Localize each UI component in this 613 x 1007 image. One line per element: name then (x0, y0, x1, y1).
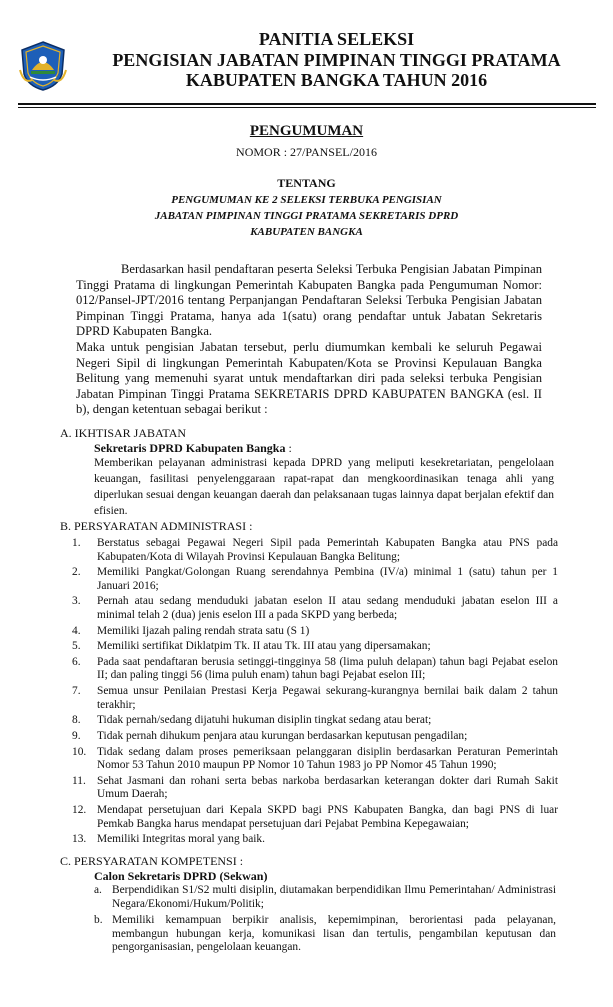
item-text: Tidak pernah/sedang dijatuhi hukuman disiplin tingkat sedang atau berat; (97, 714, 432, 727)
item-number: 4. (72, 624, 81, 637)
list-item (72, 625, 558, 639)
list-item (72, 595, 558, 622)
item-text: Tidak pernah dihukum penjara atau kurungan berdasarkan keputusan pengadilan; (97, 730, 468, 742)
item-number: 3. (72, 595, 81, 608)
section-c-heading: C. PERSYARATAN KOMPETENSI : (60, 854, 244, 868)
item-text: Sehat Jasmani dan rohani serta bebas narkoba berdasarkan keterangan dokter dari Rumah Sakit Umum Daerah; (97, 774, 558, 801)
item-text: Pada saat pendaftaran berusia setinggi-tingginya 58 (lima puluh delapan) tahun bagi Pejabat eselon II; dan paling tinggi 56 (lima puluh enam) tahun bagi Pejabat eselon III; (97, 655, 558, 682)
item-letter: b. (94, 914, 103, 926)
item-text: Memiliki Pangkat/Golongan Ruang serendahnya Pembina (IV/a) minimal 1 (satu) tahun per 1 Januari 2016; (97, 566, 558, 592)
list-item (72, 566, 558, 593)
item-number: 5. (72, 640, 81, 653)
list-item (94, 884, 556, 911)
list-item (72, 775, 558, 802)
announcement-subject-line: JABATAN PIMPINAN TINGGI PRATAMA SEKRETARIS DPRD (154, 210, 459, 222)
item-text: Pernah atau sedang menduduki jabatan eselon II atau sedang menduduki jabatan eselon III a minimal telah 2 (dua) jenis eselon III a pada SKPD yang berbeda; (97, 595, 558, 621)
committee-region-year: KABUPATEN BANGKA TAHUN 2016 (185, 70, 488, 90)
item-number: 12. (72, 804, 87, 817)
section-b-heading: B. PERSYARATAN ADMINISTRASI : (60, 519, 253, 533)
item-text: Memiliki Ijazah paling rendah strata satu (S 1) (97, 624, 310, 637)
item-number: 1. (72, 537, 81, 549)
list-item (72, 537, 558, 564)
item-text: Memiliki sertifikat Diklatpim Tk. II atau Tk. III atau yang dipersamakan; (97, 640, 431, 653)
item-number: 8. (72, 714, 81, 727)
list-item (72, 656, 558, 683)
list-item (72, 714, 558, 728)
item-text: Mendapat persetujuan dari Kepala SKPD bagi PNS Kabupaten Bangka, dan bagi PNS di luar Pemkab Bangka harus mendapat persetujuan dari Pejabat Pembina Kepegawaian; (97, 804, 558, 830)
section-a-heading: A. IKHTISAR JABATAN (60, 426, 187, 440)
item-number: 7. (72, 685, 81, 698)
item-number: 2. (72, 566, 81, 579)
announcement-subject-line: KABUPATEN BANGKA (250, 226, 363, 238)
list-item (72, 746, 558, 773)
item-text: Semua unsur Penilaian Prestasi Kerja Pegawai sekurang-kurangnya bernilai baik dalam 2 tahun terakhir; (97, 685, 558, 711)
header-divider-thin (18, 107, 596, 108)
committee-title: PANITIA SELEKSI (258, 29, 415, 49)
committee-subtitle: PENGISIAN JABATAN PIMPINAN TINGGI PRATAMA (112, 50, 561, 70)
section-a-position-title: Sekretaris DPRD Kabupaten Bangka : (94, 441, 292, 455)
announcement-number: NOMOR : 27/PANSEL/2016 (236, 145, 377, 159)
item-number: 10. (72, 745, 87, 758)
list-item (72, 804, 558, 831)
item-text: Memiliki kemampuan berpikir analisis, kepemimpinan, berorientasi pada pelayanan, membangun hubungan kerja, komunikasi lisan dan tertulis, pengambilan keputusan dan pengorganisasian, pengelolaan keuangan. (112, 914, 556, 953)
list-item (72, 640, 558, 654)
announcement-tentang: TENTANG (277, 176, 336, 190)
item-number: 6. (72, 655, 81, 668)
item-letter: a. (94, 884, 102, 896)
item-number: 13. (72, 833, 87, 846)
list-item (72, 833, 558, 847)
administrative-requirements-list (72, 537, 558, 849)
item-number: 11. (72, 774, 86, 787)
announcement-title: PENGUMUMAN (249, 123, 364, 139)
item-text: Tidak sedang dalam proses pemeriksaan pelanggaran disiplin berdasarkan Peraturan Pemerintah Nomor 53 Tahun 2010 maupun PP Nomor 10 Tahun 1983 jo PP Nomor 45 Tahun 1990; (97, 745, 558, 772)
section-c-position-title: Calon Sekretaris DPRD (Sekwan) (94, 869, 268, 883)
item-text: Berstatus sebagai Pegawai Negeri Sipil pada Pemerintah Kabupaten Bangka atau PNS pada Kabupaten/Kota di Wilayah Provinsi Kepulauan Bangka Belitung; (97, 537, 558, 563)
competency-requirements-list (94, 884, 556, 958)
intro-paragraph: Berdasarkan hasil pendaftaran peserta Seleksi Terbuka Pengisian Jabatan Pimpinan Tinggi Pratama di lingkungan Pemerintah Kabupaten Bangka pada Pengumuman Nomor: 012/Pansel-JPT/2016 tentang Perpanjangan Pendaftaran Seleksi Terbuka Pengisian Jabatan Pimpinan Tinggi Pratama, hanya ada 1(satu) orang pendaftar untuk Jabatan Sekretaris DPRD Kabupaten Bangka. (76, 262, 542, 339)
list-item (72, 730, 558, 744)
section-a-description: Memberikan pelayanan administrasi kepada DPRD yang meliputi kesekretariatan, pengelolaan keuangan, fasilitasi penyelenggaraan rapat-rapat dan mengkoordinasikan tenaga ahli yang diperlukan sesuai dengan keuangan daerah dan pelaksanaan tugas lainnya dapat berjalan efektif dan efisien. (94, 457, 554, 517)
announcement-subject-line: PENGUMUMAN KE 2 SELEKSI TERBUKA PENGISIAN (171, 194, 442, 206)
item-text: Berpendidikan S1/S2 multi disiplin, diutamakan berpendidikan Ilmu Pemerintahan/ Administrasi Negara/Ekonomi/Hukum/Politik; (112, 884, 556, 910)
list-item (72, 685, 558, 712)
instruction-paragraph: Maka untuk pengisian Jabatan tersebut, perlu diumumkan kembali ke seluruh Pegawai Negeri Sipil di lingkungan Pemerintah Kabupaten/Kota se Provinsi Kepulauan Bangka Belitung yang memenuhi syarat untuk mendaftarkan diri pada seleksi terbuka Pengisian Jabatan Pimpinan Tinggi Pratama SEKRETARIS DPRD KABUPATEN BANGKA (esl. II b), dengan ketentuan sebagai berikut : (76, 340, 542, 417)
item-text: Memiliki Integritas moral yang baik. (97, 833, 265, 846)
list-item (94, 914, 556, 955)
item-number: 9. (72, 730, 81, 742)
header-divider-thick (18, 103, 596, 105)
